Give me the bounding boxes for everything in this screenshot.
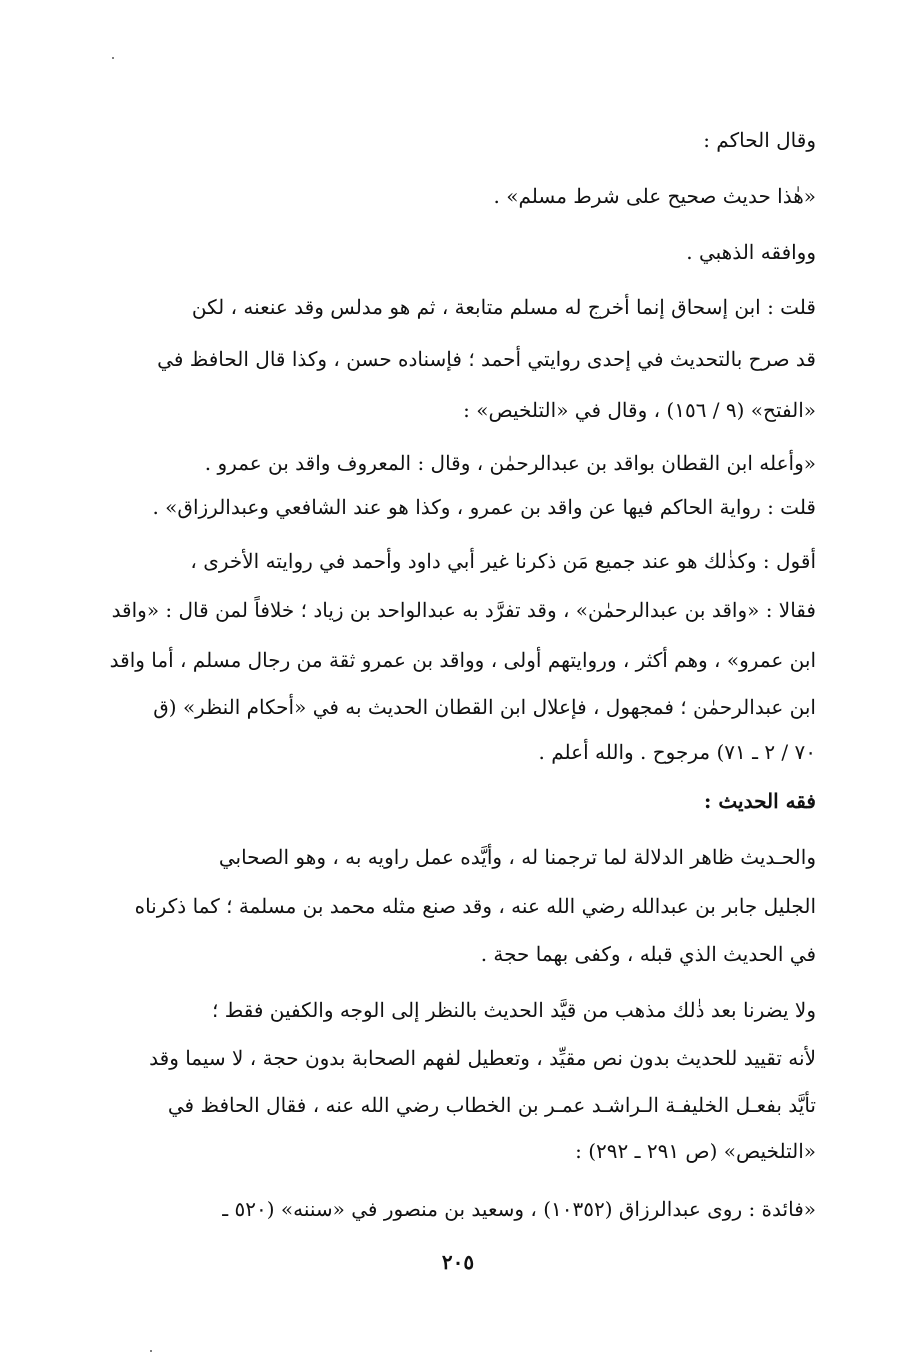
page-number: ٢٠٥ [441, 1250, 475, 1274]
text-line: تأيَّد بفعـل الخليفـة الـراشـد عمـر بن الخطاب رضي الله عنه ، فقال الحافظ في [167, 1093, 816, 1117]
text-line: ولا يضرنا بعد ذٰلك مذهب من قيَّد الحديث بالنظر إلى الوجه والكفين فقط ؛ [212, 998, 816, 1022]
text-line: أقول : وكذٰلك هو عند جميع مَن ذكرنا غير أبي داود وأحمد في روايته الأخرى ، [190, 549, 816, 573]
text-line: لأنه تقييد للحديث بدون نص مقيِّد ، وتعطيل لفهم الصحابة بدون حجة ، لا سيما وقد [149, 1046, 816, 1070]
text-line: قد صرح بالتحديث في إحدى روايتي أحمد ؛ فإسناده حسن ، وكذا قال الحافظ في [157, 347, 816, 371]
section-heading: فقه الحديث : [704, 789, 816, 813]
text-line: «هٰذا حديث صحيح على شرط مسلم» . [493, 184, 816, 208]
text-line: قلت : رواية الحاكم فيها عن واقد بن عمرو ، وكذا هو عند الشافعي وعبدالرزاق» . [152, 495, 816, 519]
text-line: والحـديث ظاهر الدلالة لما ترجمنا له ، وأيَّده عمل راويه به ، وهو الصحابي [218, 845, 816, 869]
text-line: الجليل جابر بن عبدالله رضي الله عنه ، وقد صنع مثله محمد بن مسلمة ؛ كما ذكرناه [134, 894, 816, 918]
text-line: في الحديث الذي قبله ، وكفى بهما حجة . [480, 942, 816, 966]
text-line: «الفتح» (٩ / ١٥٦) ، وقال في «التلخيص» : [463, 398, 816, 422]
paper-speck [112, 57, 114, 59]
text-line: ٧٠ / ٢ ـ ٧١) مرجوح . والله أعلم . [538, 740, 816, 764]
text-line: قلت : ابن إسحاق إنما أخرج له مسلم متابعة ، ثم هو مدلس وقد عنعنه ، لكن [191, 295, 816, 319]
text-line: ابن عبدالرحمٰن ؛ فمجهول ، فإعلال ابن القطان الحديث به في «أحكام النظر» (ق [153, 695, 816, 719]
text-line: «التلخيص» (ص ٢٩١ ـ ٢٩٢) : [575, 1139, 816, 1163]
text-line: ووافقه الذهبي . [686, 240, 816, 264]
paper-speck [150, 1350, 152, 1352]
text-line: «فائدة : روى عبدالرزاق (١٠٣٥٢) ، وسعيد بن منصور في «سننه» (٥٢٠ ـ [222, 1197, 816, 1221]
text-line: «وأعله ابن القطان بواقد بن عبدالرحمٰن ، وقال : المعروف واقد بن عمرو . [204, 451, 816, 475]
text-line: ابن عمرو» ، وهم أكثر ، وروايتهم أولى ، وواقد بن عمرو ثقة من رجال مسلم ، أما واقد [109, 648, 816, 672]
text-line: وقال الحاكم : [703, 128, 816, 152]
text-line: فقالا : «واقد بن عبدالرحمٰن» ، وقد تفرَّد به عبدالواحد بن زياد ؛ خلافاً لمن قال : «واقد [111, 598, 816, 622]
